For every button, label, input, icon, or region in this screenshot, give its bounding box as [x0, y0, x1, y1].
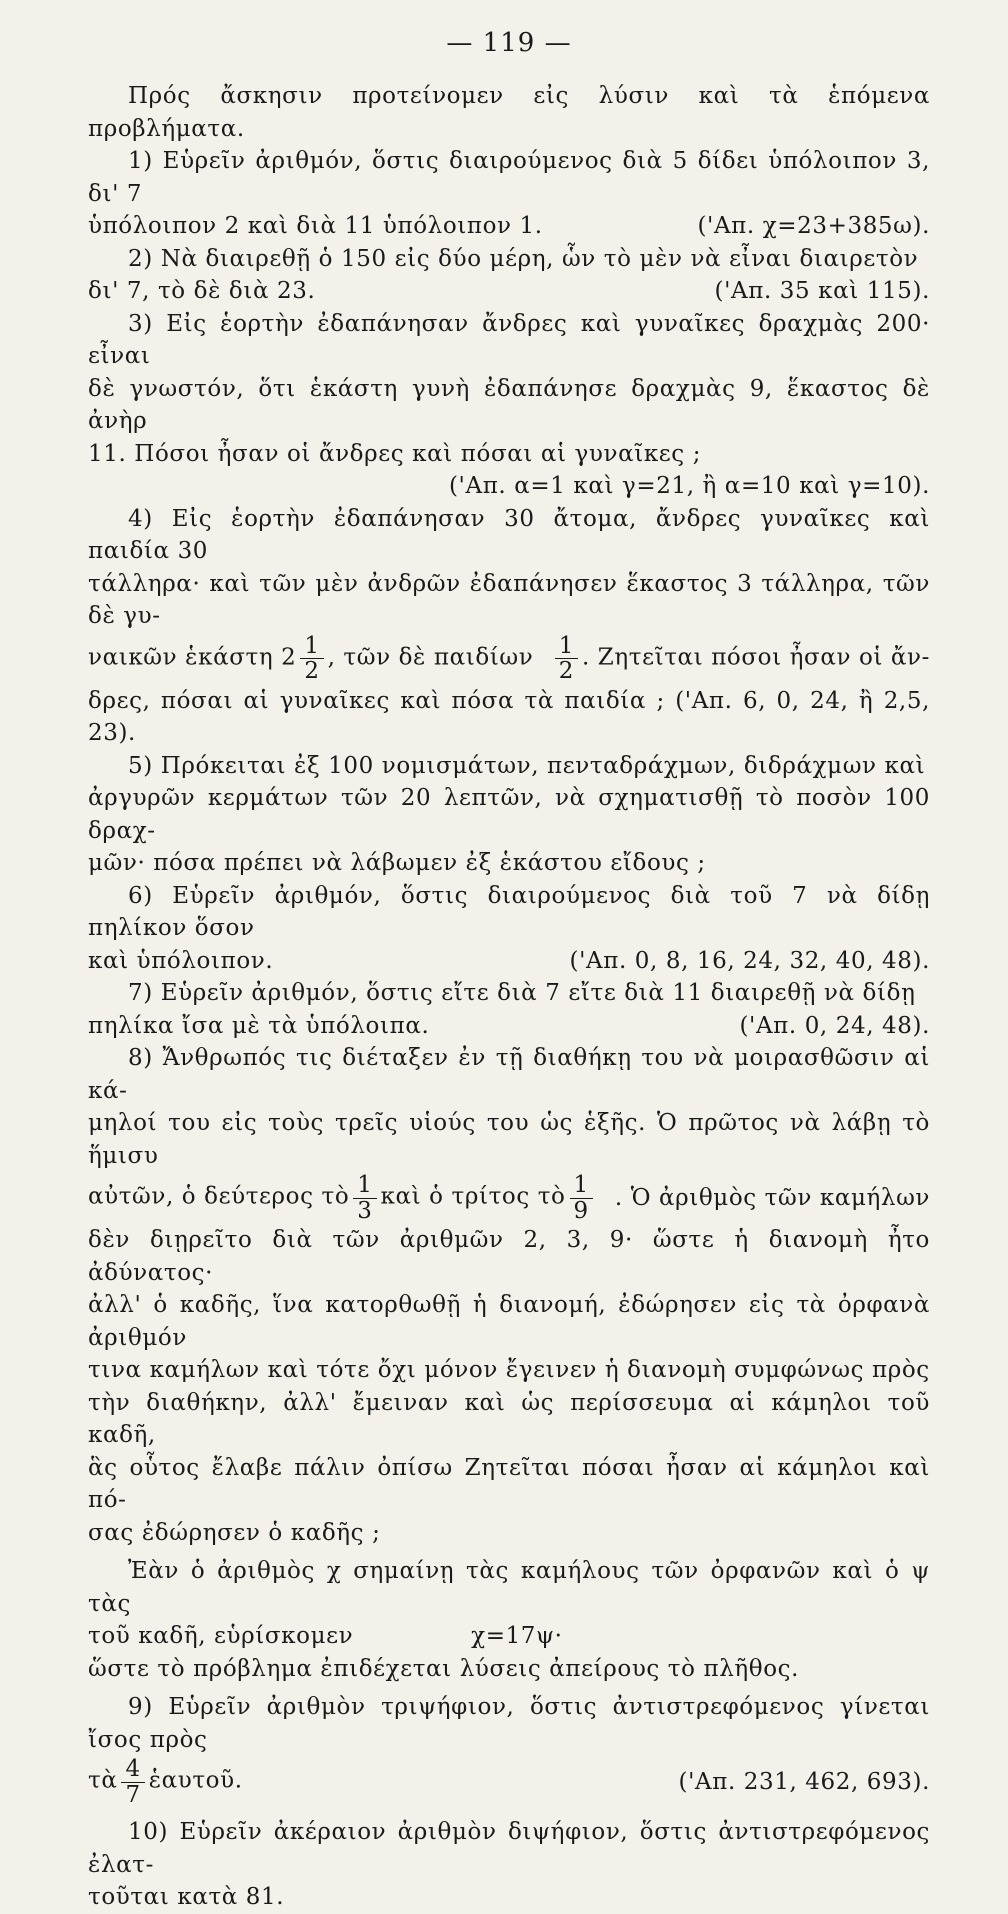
- problem-9-line-2: [88, 1756, 930, 1808]
- problem-9: [88, 1691, 930, 1808]
- problem-7-line-2: [88, 1010, 930, 1043]
- problem-4-line-1: 4) Εἰς ἑορτὴν ἐδαπάνησαν 30 ἄτομα, ἄνδρες γυναῖκες καὶ παιδία 30: [88, 505, 930, 564]
- problem-8-line-2: μηλοί του εἰς τοὺς τρεῖς υἱούς του ὡς ἑξῆς. Ὁ πρῶτος νὰ λάβῃ τὸ ἥμισυ: [88, 1110, 930, 1169]
- problem-4-line-4: δρες, πόσαι αἱ γυναῖκες καὶ πόσα τὰ παιδία ; ('Απ. 6, 0, 24, ἢ 2,5, 23).: [88, 687, 930, 746]
- problem-10-line-2: τοῦται κατὰ 81.: [88, 1884, 285, 1910]
- problem-8: [88, 1042, 930, 1549]
- problem-5-line-2: ἀργυρῶν κερμάτων τῶν 20 λεπτῶν, νὰ σχηματισθῇ τὸ ποσὸν 100 δραχ-: [88, 785, 930, 844]
- problem-8-line-9: σας ἐδώρησεν ὁ καδῆς ;: [88, 1519, 381, 1546]
- problem-4-line-3: [88, 633, 930, 685]
- intro-line: Πρός ἄσκησιν προτείνομεν εἰς λύσιν καὶ τὰ ἑπόμενα προβλήματα.: [88, 83, 930, 142]
- problem-4-line-2: τάλληρα· καὶ τῶν μὲν ἀνδρῶν ἐδαπάνησεν ἕκαστος 3 τάλληρα, τῶν δὲ γυ-: [88, 570, 930, 629]
- problem-7: [88, 977, 930, 1042]
- problem-2-line-1: 2) Νὰ διαιρεθῇ ὁ 150 εἰς δύο μέρη, ὧν τὸ μὲν νὰ εἶναι διαιρετὸν: [128, 245, 919, 272]
- problem-2-text: δι' 7, τὸ δὲ διὰ 23.: [88, 278, 316, 304]
- problem-10: [88, 1816, 930, 1914]
- problem-8-line-7: τὴν διαθήκην, ἀλλ' ἔμειναν καὶ ὡς περίσσευμα αἱ κάμηλοι τοῦ καδῆ,: [88, 1389, 930, 1448]
- problem-6-line-1: 6) Εὑρεῖν ἀριθμόν, ὅστις διαιρούμενος διὰ τοῦ 7 νὰ δίδῃ πηλίκον ὅσον: [88, 882, 930, 941]
- problem-1: [88, 145, 930, 243]
- problem-7-text: πηλίκα ἴσα μὲ τὰ ὑπόλοιπα.: [88, 1012, 430, 1039]
- problem-8-segment-b: . Ὁ ἀριθμὸς τῶν καμήλων: [614, 1184, 930, 1211]
- problem-5-line-1: 5) Πρόκειται ἐξ 100 νομισμάτων, πενταδράχμων, διδράχμων καὶ: [128, 752, 926, 779]
- problem-8-line-4: δὲν διῃρεῖτο διὰ τῶν ἀριθμῶν 2, 3, 9· ὥστε ἡ διανομὴ ἦτο ἀδύνατος·: [88, 1227, 930, 1286]
- problem-4-segment-a: ναικῶν ἑκάστη 2 $\frac{1}{2}$ , τῶν δὲ παιδίων: [88, 632, 534, 684]
- fraction-one-ninth: $\frac{1}{9}$: [570, 1173, 593, 1222]
- page-number: — 119 —: [446, 28, 572, 58]
- problem-3-line-1: 3) Εἰς ἑορτὴν ἐδαπάνησαν ἄνδρες καὶ γυναῖκες δραχμὰς 200· εἶναι: [88, 310, 930, 369]
- problem-4: [88, 503, 930, 750]
- problem-6: [88, 880, 930, 978]
- problem-9-answer: ('Απ. 231, 462, 693).: [678, 1768, 930, 1795]
- problem-3-answer: ('Απ. α=1 καὶ γ=21, ἢ α=10 καὶ γ=10).: [448, 473, 930, 499]
- problem-2: [88, 243, 930, 308]
- problem-8-line-8: ἃς οὗτος ἔλαβε πάλιν ὀπίσω Ζητεῖται πόσαι ἦσαν αἱ κάμηλοι καὶ πό-: [88, 1454, 930, 1513]
- problem-6-answer: ('Απ. 0, 8, 16, 24, 32, 40, 48).: [569, 947, 930, 974]
- problem-8-line-6: τινα καμήλων καὶ τότε ὄχι μόνον ἔγεινεν ἡ διανομὴ συμφώνως πρὸς: [88, 1357, 930, 1383]
- problem-1-text: ὑπόλοιπον 2 καὶ διὰ 11 ὑπόλοιπον 1.: [88, 213, 543, 239]
- fraction-four-sevenths: $\frac{4}{7}$: [121, 1757, 144, 1806]
- page-body: [88, 80, 930, 1914]
- problem-8-line-3: [88, 1172, 930, 1224]
- problem-1-answer: ('Απ. χ=23+385ω).: [697, 213, 930, 239]
- problem-1-line-2: [88, 210, 930, 243]
- problem-7-line-1: 7) Εὑρεῖν ἀριθμόν, ὅστις εἴτε διὰ 7 εἴτε διὰ 11 διαιρεθῇ νὰ δίδῃ: [128, 980, 916, 1006]
- problem-7-answer: ('Απ. 0, 24, 48).: [739, 1012, 930, 1039]
- problem-9-segment-a: τὰ $\frac{4}{7}$ ἑαυτοῦ.: [88, 1756, 243, 1808]
- problem-6-line-2: [88, 945, 930, 978]
- problem-5-line-3: μῶν· πόσα πρέπει νὰ λάβωμεν ἐξ ἑκάστου εἴδους ;: [88, 850, 706, 876]
- problem-3-line-3: 11. Πόσοι ἦσαν οἱ ἄνδρες καὶ πόσαι αἱ γυναῖκες ;: [88, 440, 702, 467]
- fraction-one-half: $\frac{1}{2}$: [555, 634, 578, 683]
- solution-line-1: Ἐὰν ὁ ἀριθμὸς χ σημαίνῃ τὰς καμήλους τῶν ὀρφανῶν καὶ ὁ ψ τὰς: [88, 1558, 930, 1617]
- problem-1-line-1: 1) Εὑρεῖν ἀριθμόν, ὅστις διαιρούμενος διὰ 5 δίδει ὑπόλοιπον 3, δι' 7: [88, 148, 930, 207]
- problem-9-line-1: 9) Εὑρεῖν ἀριθμὸν τριψήφιον, ὅστις ἀντιστρεφόμενος γίνεται ἴσος πρὸς: [88, 1694, 930, 1753]
- solution-equation: χ=17ψ·: [471, 1623, 563, 1649]
- fraction-one-half: $\frac{1}{2}$: [300, 634, 323, 683]
- problem-6-text: καὶ ὑπόλοιπον.: [88, 947, 274, 974]
- problem-10-line-1: 10) Εὑρεῖν ἀκέραιον ἀριθμὸν διψήφιον, ὅστις ἀντιστρεφόμενος ἐλατ-: [88, 1819, 930, 1878]
- fraction-one-third: $\frac{1}{3}$: [353, 1173, 376, 1222]
- problem-3-line-2: δὲ γνωστόν, ὅτι ἑκάστη γυνὴ ἐδαπάνησε δραχμὰς 9, ἕκαστος δὲ ἀνὴρ: [88, 375, 930, 434]
- problem-4-segment-b: $\frac{1}{2}$ . Ζητεῖται πόσοι ἦσαν οἱ ἄν-: [551, 634, 930, 683]
- problem-8-line-1: 8) Ἄνθρωπός τις διέταξεν ἐν τῇ διαθήκῃ του νὰ μοιρασθῶσιν αἱ κά-: [88, 1045, 930, 1104]
- solution-line-2: [88, 1620, 930, 1653]
- problem-3: [88, 308, 930, 503]
- problem-2-line-2: [88, 275, 930, 308]
- problem-8-line-5: ἀλλ' ὁ καδῆς, ἵνα κατορθωθῇ ἡ διανομή, ἐδώρησεν εἰς τὰ ὀρφανὰ ἀριθμόν: [88, 1292, 930, 1351]
- solution-line-3: ὥστε τὸ πρόβλημα ἐπιδέχεται λύσεις ἀπείρους τὸ πλῆθος.: [88, 1655, 800, 1682]
- problem-2-answer: ('Απ. 35 καὶ 115).: [714, 278, 930, 304]
- problem-5: [88, 750, 930, 880]
- solution-text: τοῦ καδῆ, εὑρίσκομεν: [88, 1623, 354, 1649]
- problem-8-segment-a: αὐτῶν, ὁ δεύτερος τὸ $\frac{1}{3}$ καὶ ὁ τρίτος τὸ $\frac{1}{9}$: [88, 1173, 597, 1222]
- solution-8: [88, 1555, 930, 1685]
